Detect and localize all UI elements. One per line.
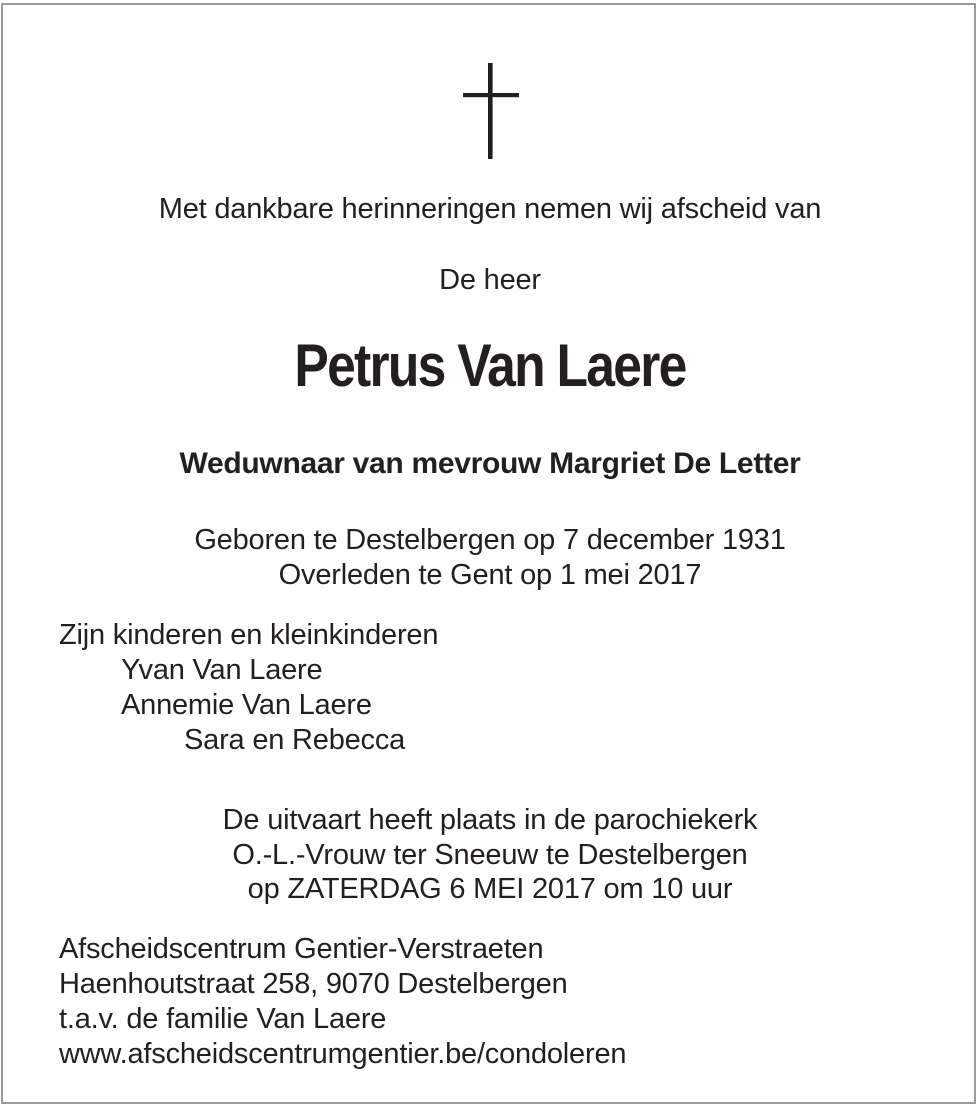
grandchildren-names: Sara en Rebecca bbox=[184, 724, 406, 756]
honorific: De heer bbox=[439, 264, 541, 296]
attention-line: t.a.v. de familie Van Laere bbox=[59, 1003, 387, 1035]
child-name: Yvan Van Laere bbox=[121, 654, 323, 686]
child-name: Annemie Van Laere bbox=[121, 689, 372, 721]
funeral-line-3: op ZATERDAG 6 MEI 2017 om 10 uur bbox=[247, 873, 733, 905]
funeral-home-address: Haenhoutstraat 258, 9070 Destelbergen bbox=[59, 968, 568, 1000]
funeral-line-1: De uitvaart heeft plaats in de parochiekerk bbox=[222, 804, 758, 836]
birth-line: Geboren te Destelbergen op 7 december 1931 bbox=[194, 524, 786, 556]
funeral-home-name: Afscheidscentrum Gentier-Verstraeten bbox=[59, 933, 544, 965]
death-line: Overleden te Gent op 1 mei 2017 bbox=[278, 559, 702, 591]
condolence-website: www.afscheidscentrumgentier.be/condoleren bbox=[59, 1038, 627, 1070]
funeral-line-2: O.-L.-Vrouw ter Sneeuw te Destelbergen bbox=[232, 839, 748, 871]
deceased-name: Petrus Van Laere bbox=[294, 332, 686, 399]
spouse-line: Weduwnaar van mevrouw Margriet De Letter bbox=[179, 447, 801, 480]
family-heading: Zijn kinderen en kleinkinderen bbox=[59, 619, 439, 651]
intro-text: Met dankbare herinneringen nemen wij afscheid van bbox=[158, 193, 822, 225]
cross-icon bbox=[460, 63, 522, 159]
